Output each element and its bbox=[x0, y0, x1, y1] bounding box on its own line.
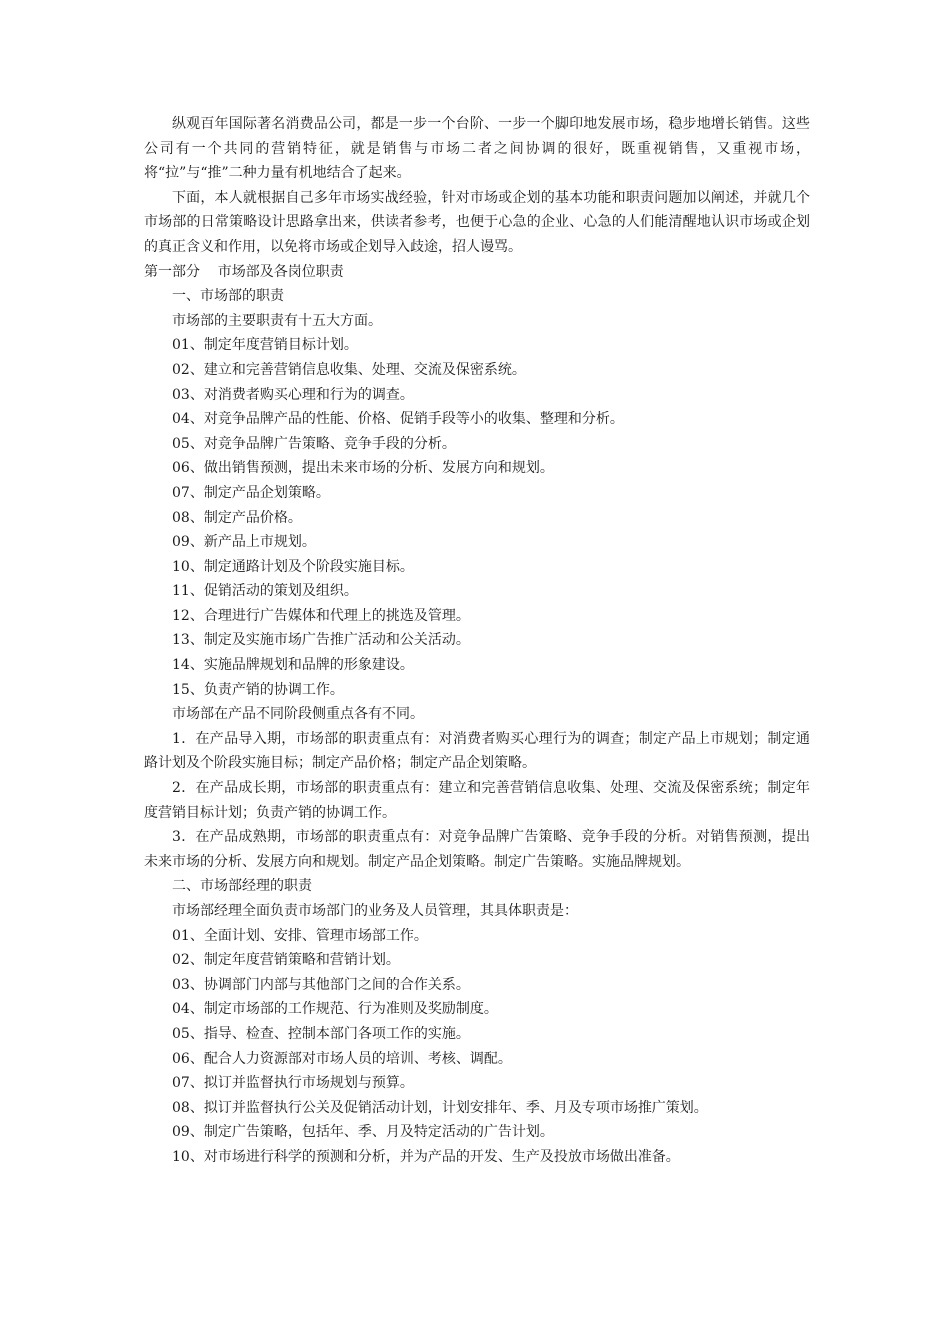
list-item: 04、制定市场部的工作规范、行为准则及奖励制度。 bbox=[172, 1001, 498, 1018]
stage-paragraph: 1．在产品导入期，市场部的职责重点有：对消费者购买心理行为的调查；制定产品上市规划；制定通路计划及个阶段实施目标；制定产品价格；制定产品企划策略。 bbox=[144, 730, 810, 772]
intro-paragraph-2: 下面，本人就根据自己多年市场实战经验，针对市场或企划的基本功能和职责问题加以阐述，并就几个市场部的日常策略设计思路拿出来，供读者参考，也便于心急的企业、心急的人们能清醒地认识市场或企划的真正含义和作用，以免将市场或企划导入歧途，招人谩骂。 bbox=[144, 189, 810, 255]
list-item: 03、对消费者购买心理和行为的调查。 bbox=[172, 386, 414, 403]
list-item: 01、制定年度营销目标计划。 bbox=[172, 337, 358, 354]
list-item: 03、协调部门内部与其他部门之间的合作关系。 bbox=[172, 976, 470, 993]
list-item: 05、指导、检查、控制本部门各项工作的实施。 bbox=[172, 1025, 470, 1042]
stage-paragraph: 3．在产品成熟期，市场部的职责重点有：对竞争品牌广告策略、竞争手段的分析。对销售预测，提出未来市场的分析、发展方向和规划。制定产品企划策略。制定广告策略。实施品牌规划。 bbox=[144, 829, 810, 870]
part1-heading: 第一部分 市场部及各岗位职责 bbox=[144, 263, 344, 280]
list-item: 08、拟订并监督执行公关及促销活动计划，计划安排年、季、月及专项市场推广策划。 bbox=[172, 1099, 708, 1116]
list-item: 12、合理进行广告媒体和代理上的挑选及管理。 bbox=[172, 607, 470, 624]
list-item: 01、全面计划、安排、管理市场部工作。 bbox=[172, 927, 428, 944]
section1-heading: 一、市场部的职责 bbox=[172, 288, 284, 305]
list-item: 10、制定通路计划及个阶段实施目标。 bbox=[172, 558, 414, 575]
section1-stage-list bbox=[144, 727, 810, 875]
list-item: 15、负责产销的协调工作。 bbox=[172, 681, 344, 698]
section1-list bbox=[144, 333, 810, 702]
list-item: 08、制定产品价格。 bbox=[172, 509, 302, 526]
section2-heading: 二、市场部经理的职责 bbox=[172, 878, 312, 895]
list-item: 02、建立和完善营销信息收集、处理、交流及保密系统。 bbox=[172, 361, 526, 378]
list-item: 05、对竞争品牌广告策略、竞争手段的分析。 bbox=[172, 435, 456, 452]
list-item: 07、制定产品企划策略。 bbox=[172, 484, 330, 501]
list-item: 10、对市场进行科学的预测和分析，并为产品的开发、生产及投放市场做出准备。 bbox=[172, 1148, 680, 1165]
section1-lead: 市场部的主要职责有十五大方面。 bbox=[172, 312, 382, 329]
list-item: 14、实施品牌规划和品牌的形象建设。 bbox=[172, 657, 414, 674]
stage-paragraph: 2．在产品成长期，市场部的职责重点有：建立和完善营销信息收集、处理、交流及保密系统；制定年度营销目标计划；负责产销的协调工作。 bbox=[144, 780, 810, 821]
list-item: 02、制定年度营销策略和营销计划。 bbox=[172, 952, 400, 969]
section1-stage-lead: 市场部在产品不同阶段侧重点各有不同。 bbox=[172, 706, 424, 723]
list-item: 04、对竞争品牌产品的性能、价格、促销手段等小的收集、整理和分析。 bbox=[172, 411, 624, 428]
list-item: 11、促销活动的策划及组织。 bbox=[172, 583, 358, 600]
list-item: 13、制定及实施市场广告推广活动和公关活动。 bbox=[172, 632, 470, 649]
section2-lead: 市场部经理全面负责市场部门的业务及人员管理，其具体职责是： bbox=[172, 903, 578, 919]
list-item: 09、新产品上市规划。 bbox=[172, 534, 316, 551]
intro-paragraph-1: 纵观百年国际著名消费品公司，都是一步一个台阶、一步一个脚印地发展市场，稳步地增长销售。这些公司有一个共同的营销特征，就是销售与市场二者之间协调的很好，既重视销售，又重视市场，将“拉”与“推”二种力量有机地结合了起来。 bbox=[144, 116, 810, 182]
list-item: 06、配合人力资源部对市场人员的培训、考核、调配。 bbox=[172, 1050, 512, 1067]
document-page bbox=[144, 112, 810, 1170]
list-item: 09、制定广告策略，包括年、季、月及特定活动的广告计划。 bbox=[172, 1124, 554, 1141]
list-item: 06、做出销售预测，提出未来市场的分析、发展方向和规划。 bbox=[172, 460, 554, 477]
section2-list bbox=[144, 924, 810, 1170]
list-item: 07、拟订并监督执行市场规划与预算。 bbox=[172, 1075, 414, 1092]
